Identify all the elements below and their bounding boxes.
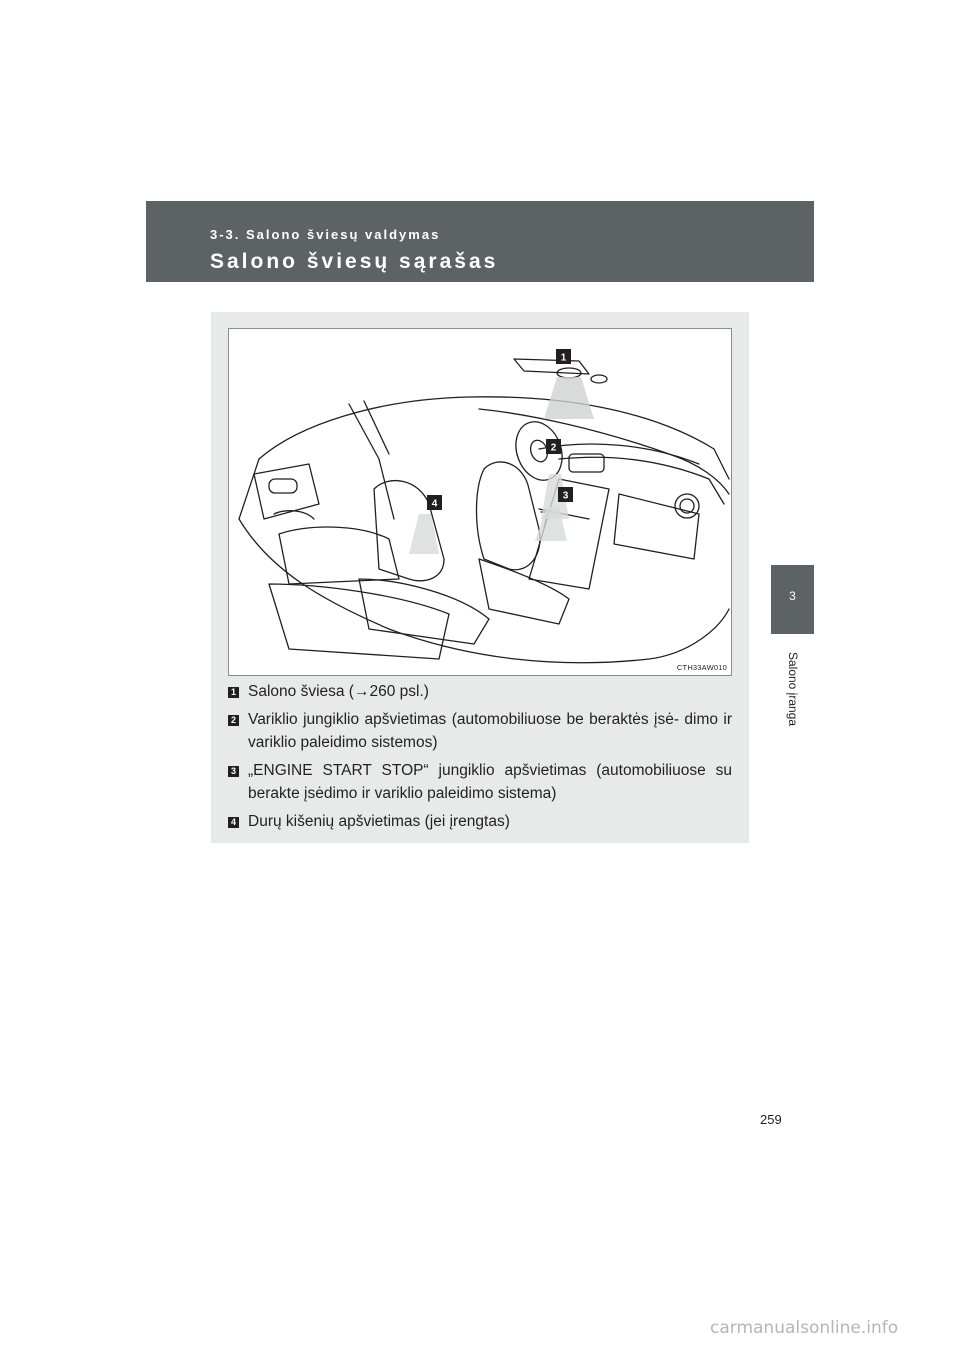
legend-text: Variklio jungiklio apšvietimas (automobiliuose be beraktės įsė- dimo ir variklio paleidimo sistemos) [248,711,732,751]
legend-text: Durų kišenių apšvietimas (jei įrengtas) [248,813,510,830]
callout-1: 1 [560,352,567,364]
chapter-side-label [771,634,814,744]
legend-item [228,680,732,703]
section-label: 3-3. Salono šviesų valdymas [210,227,441,242]
callout-3: 3 [562,490,569,502]
page-title: Salono šviesų sąrašas [210,250,499,273]
page-number: 259 [760,1112,782,1127]
legend-badge: 2 [228,715,239,726]
interior-illustration [228,328,732,676]
legend-item [228,810,732,833]
figure-code: CTH33AW010 [676,663,727,672]
callout-2: 2 [550,442,557,454]
legend-list [228,680,732,838]
legend-badge: 1 [228,687,239,698]
chapter-header [146,201,814,282]
callout-4: 4 [431,498,438,510]
info-panel [211,312,749,843]
chapter-tab [771,565,814,634]
watermark: carmanualsonline.info [710,1318,899,1338]
legend-badge: 4 [228,817,239,828]
legend-text: Salono šviesa (→260 psl.) [248,683,429,700]
legend-item [228,708,732,754]
legend-text: „ENGINE START STOP“ jungiklio apšvietimas (automobiliuose su berakte įsėdimo ir variklio paleidimo sistema) [248,762,732,802]
car-interior-drawing [229,329,732,676]
legend-item [228,759,732,805]
chapter-side-label-text: Salono įranga [785,651,800,727]
legend-badge: 3 [228,766,239,777]
chapter-tab-number: 3 [789,589,796,603]
